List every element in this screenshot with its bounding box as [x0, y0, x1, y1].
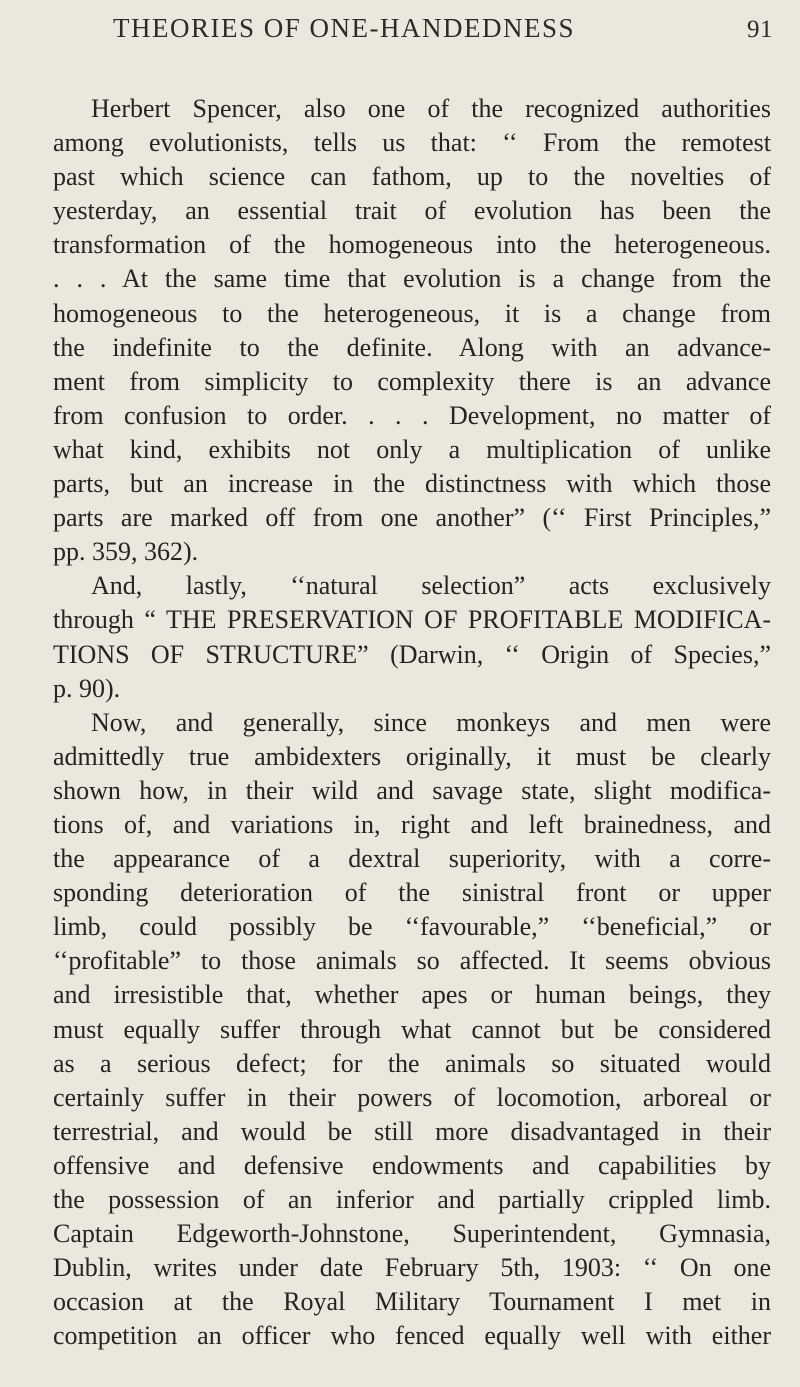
text-line: Captain Edgeworth-Johnstone, Superintendent, Gymnasia,: [53, 1219, 771, 1249]
text-line: certainly suffer in their powers of locomotion, arboreal or: [53, 1082, 771, 1112]
text-line: through “ THE PRESERVATION OF PROFITABLE MODIFICA-: [53, 605, 771, 635]
text-line: terrestrial, and would be still more disadvantaged in their: [53, 1116, 771, 1146]
text-line: ‘‘profitable” to those animals so affected. It seems obvious: [53, 946, 771, 976]
text-line: limb, could possibly be ‘‘favourable,” ‘‘beneficial,” or: [53, 912, 771, 942]
text-line: the indefinite to the definite. Along with an advance-: [53, 332, 771, 362]
text-line: among evolutionists, tells us that: ‘‘ From the remotest: [53, 128, 771, 158]
running-head-title: THEORIES OF ONE-HANDEDNESS: [113, 13, 575, 43]
text-line: sponding deterioration of the sinistral front or upper: [53, 878, 771, 908]
text-line: the possession of an inferior and partially crippled limb.: [53, 1185, 771, 1214]
text-line: ment from simplicity to complexity there is an advance: [53, 366, 771, 396]
text-line: parts are marked off from one another” (‘‘ First Principles,”: [53, 503, 771, 533]
text-line: as a serious defect; for the animals so situated would: [53, 1048, 771, 1078]
text-line: competition an officer who fenced equally well with either: [53, 1321, 771, 1351]
text-line: past which science can fathom, up to the novelties of: [53, 162, 771, 192]
text-line: homogeneous to the heterogeneous, it is a change from: [53, 298, 771, 328]
body-text: [53, 92, 771, 1353]
text-line: must equally suffer through what cannot but be considered: [53, 1014, 771, 1044]
text-line: from confusion to order. . . . Development, no matter of: [53, 400, 771, 430]
text-line: pp. 359, 362).: [53, 537, 199, 567]
text-line: what kind, exhibits not only a multiplication of unlike: [53, 434, 771, 464]
text-line: the appearance of a dextral superiority, with a corre-: [53, 844, 771, 874]
text-line: admittedly true ambidexters originally, it must be clearly: [53, 741, 771, 771]
text-line: Herbert Spencer, also one of the recognized authorities: [91, 94, 771, 123]
text-line: TIONS OF STRUCTURE” (Darwin, ‘‘ Origin of Species,”: [53, 639, 771, 669]
text-line: p. 90).: [53, 673, 121, 703]
text-line: Dublin, writes under date February 5th, 1903: ‘‘ On one: [53, 1253, 771, 1283]
text-line: tions of, and variations in, right and left brainedness, and: [53, 809, 771, 839]
text-line: transformation of the homogeneous into the heterogeneous.: [53, 230, 771, 260]
text-line: yesterday, an essential trait of evolution has been the: [53, 196, 771, 226]
text-line: occasion at the Royal Military Tournament I met in: [53, 1287, 771, 1317]
text-line: offensive and defensive endowments and capabilities by: [53, 1150, 771, 1180]
text-line: parts, but an increase in the distinctness with which those: [53, 469, 771, 499]
page-number: 91: [747, 16, 773, 43]
text-line: And, lastly, ‘‘natural selection” acts exclusively: [91, 571, 771, 601]
running-head: [113, 0, 773, 44]
text-line: . . . At the same time that evolution is a change from the: [53, 264, 771, 294]
text-line: and irresistible that, whether apes or human beings, they: [53, 980, 771, 1010]
text-line: shown how, in their wild and savage state, slight modifica-: [53, 775, 771, 805]
text-line: Now, and generally, since monkeys and men were: [91, 707, 771, 737]
